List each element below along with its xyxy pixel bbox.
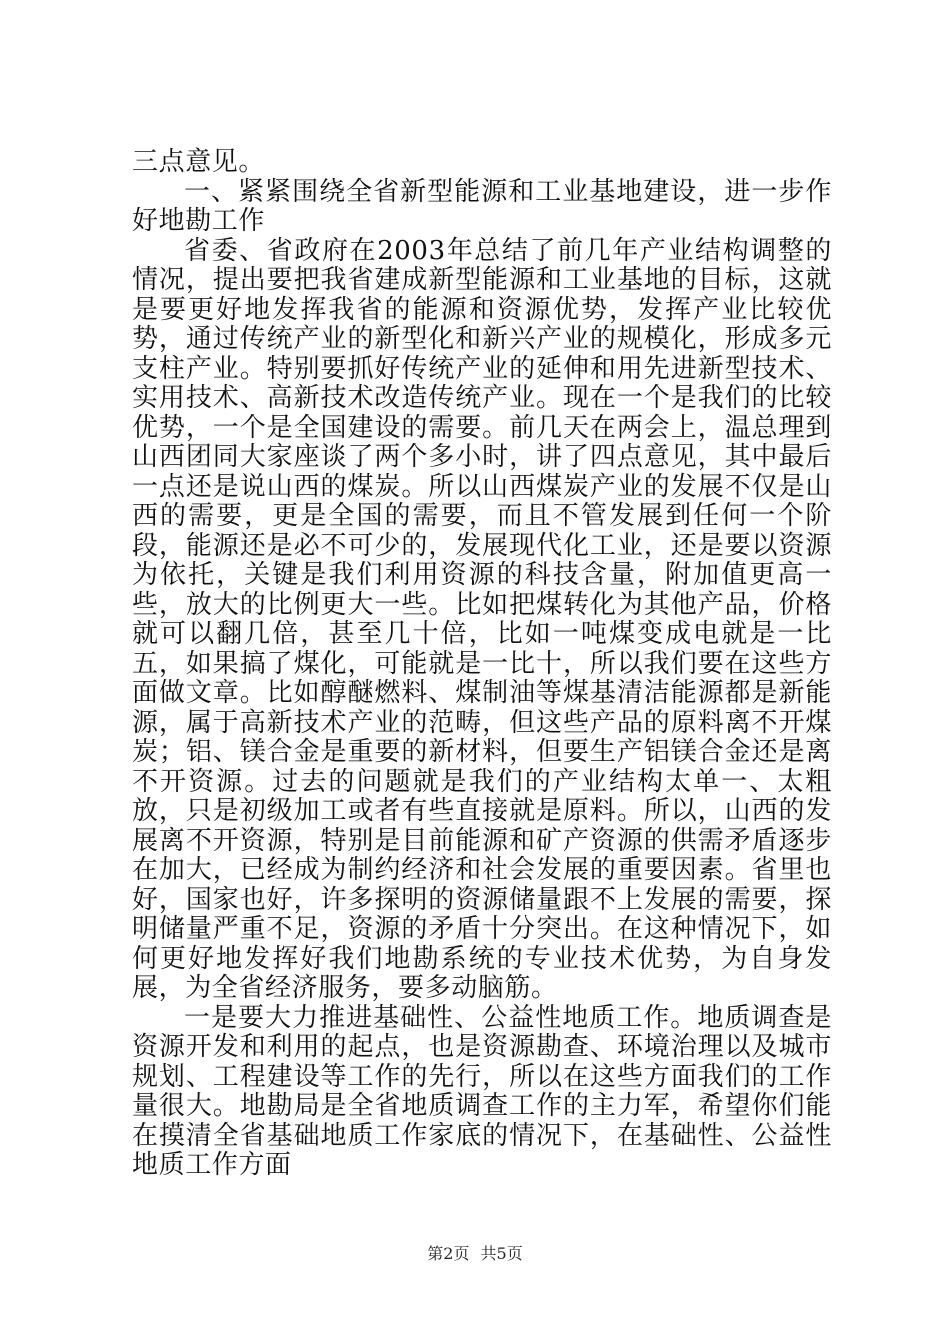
document-body [132,148,832,1181]
paragraph: 一是要大力推进基础性、公益性地质工作。地质调查是资源开发和利用的起点，也是资源勘查、环境治理以及城市规划、工程建设等工作的先行，所以在这些方面我们的工作量很大。地勘局是全省地质调查工作的主力军，希望你们能在摸清全省基础地质工作家底的情况下，在基础性、公益性地质工作方面 [132,1002,832,1180]
page-footer [0,1244,950,1264]
paragraph-continuation: 三点意见。 [132,147,266,177]
paragraph: 省委、省政府在2003年总结了前几年产业结构调整的情况，提出要把我省建成新型能源和工业基地的目标，这就是要更好地发挥我省的能源和资源优势，发挥产业比较优势，通过传统产业的新型化和新兴产业的规模化，形成多元支柱产业。特别要抓好传统产业的延伸和用先进新型技术、实用技术、高新技术改造传统产业。现在一个是我们的比较优势，一个是全国建设的需要。前几天在两会上，温总理到山西团同大家座谈了两个多小时，讲了四点意见，其中最后一点还是说山西的煤炭。所以山西煤炭产业的发展不仅是山西的需要，更是全国的需要，而且不管发展到任何一个阶段，能源还是必不可少的，发展现代化工业，还是要以资源为依托，关键是我们利用资源的科技含量，附加值更高一些，放大的比例更大一些。比如把煤转化为其他产品，价格就可以翻几倍，甚至几十倍，比如一吨煤变成电就是一比五，如果搞了煤化，可能就是一比十，所以我们要在这些方面做文章。比如醇醚燃料、煤制油等煤基清洁能源都是新能源，属于高新技术产业的范畴，但这些产品的原料离不开煤炭；铝、镁合金是重要的新材料，但要生产铝镁合金还是离不开资源。过去的问题就是我们的产业结构太单一、太粗放，只是初级加工或者有些直接就是原料。所以，山西的发展离不开资源，特别是目前能源和矿产资源的供需矛盾逐步在加大，已经成为制约经济和社会发展的重要因素。省里也好，国家也好，许多探明的资源储量跟不上发展的需要，探明储量严重不足，资源的矛盾十分突出。在这种情况下，如何更好地发挥好我们地勘系统的专业技术优势，为自身发展，为全省经济服务，要多动脑筋。 [132,235,832,1003]
page-number: 第2页 [427,1244,470,1263]
page-total: 共5页 [480,1244,523,1263]
section-heading: 一、紧紧围绕全省新型能源和工业基地建设，进一步作好地勘工作 [132,176,832,236]
